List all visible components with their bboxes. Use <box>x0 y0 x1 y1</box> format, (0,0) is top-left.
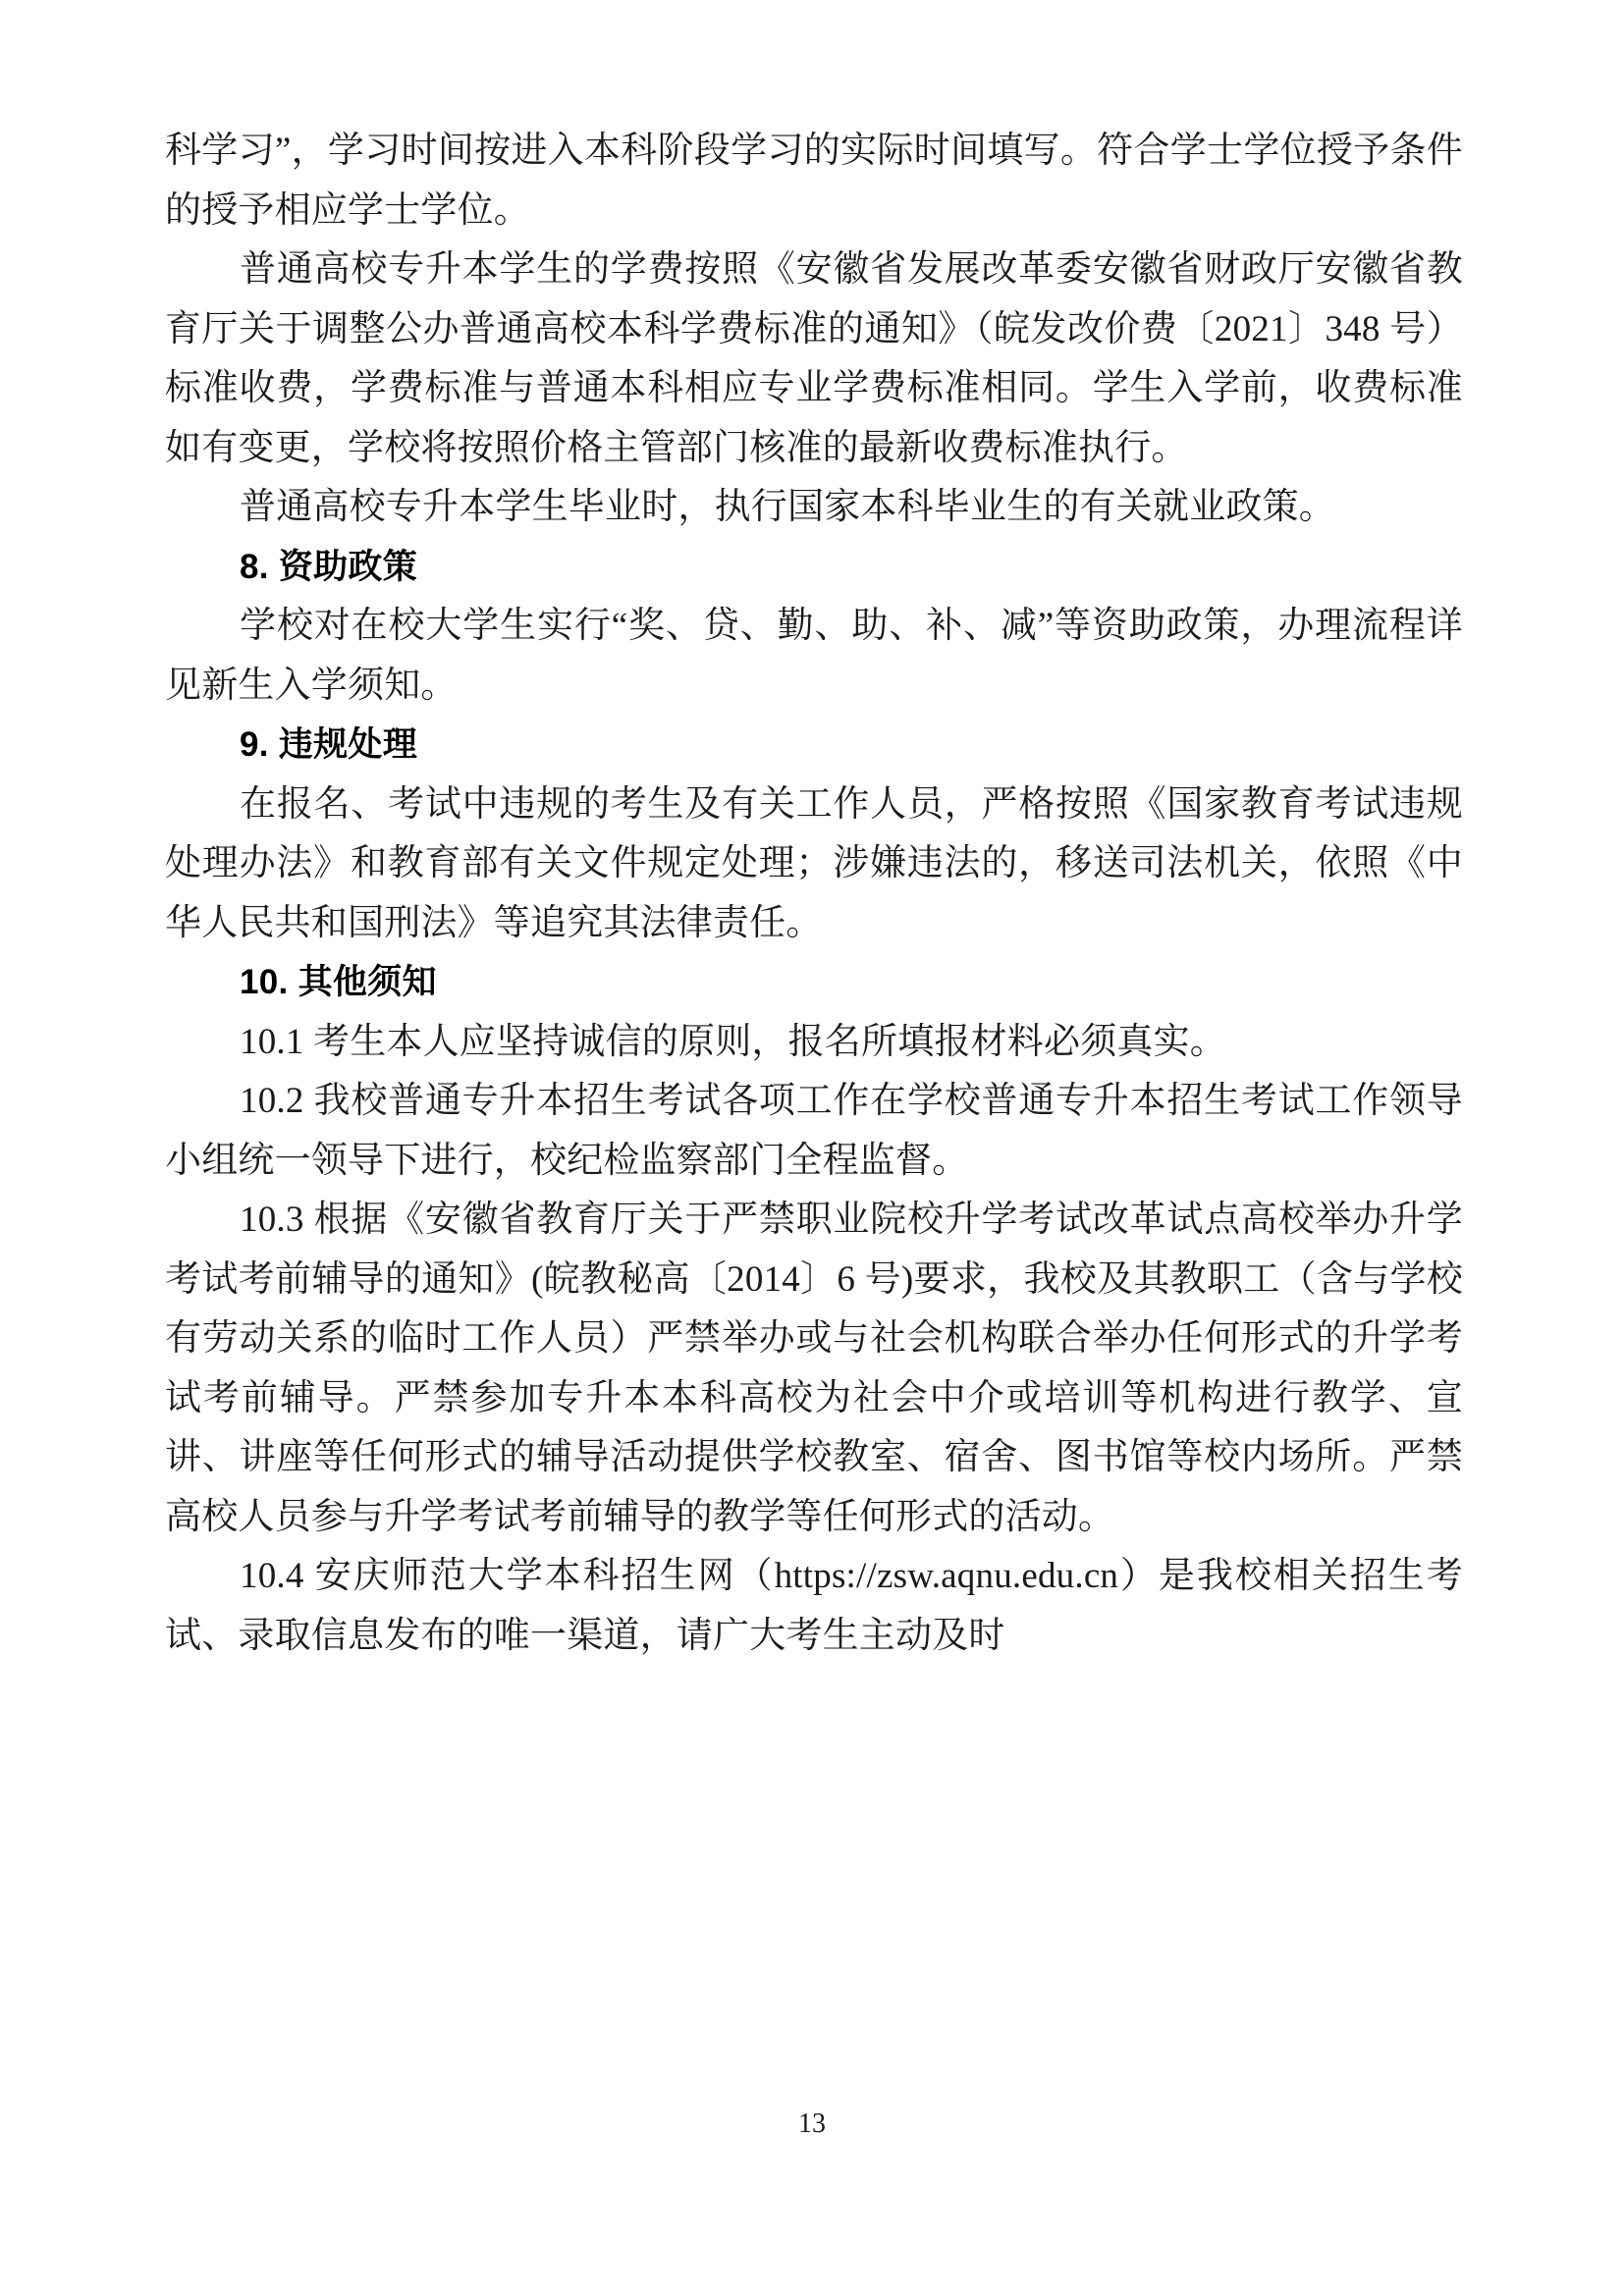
page-number: 13 <box>798 2109 826 2139</box>
paragraph-10-4-official-website: 10.4 安庆师范大学本科招生网（https://zsw.aqnu.edu.cn）是我校相关招生考试、录取信息发布的唯一渠道，请广大考生主动及时 <box>165 1556 1463 1656</box>
paragraph-continuation: 科学习”，学习时间按进入本科阶段学习的实际时间填写。符合学士学位授予条件的授予相应学士学位。 <box>165 131 1463 231</box>
section-heading-8-financial-aid: 8. 资助政策 <box>240 547 418 586</box>
page-content <box>165 122 1463 1666</box>
paragraph-violation-handling-detail: 在报名、考试中违规的考生及有关工作人员，严格按照《国家教育考试违规处理办法》和教育部有关文件规定处理；涉嫌违法的，移送司法机关，依照《中华人民共和国刑法》等追究其法律责任。 <box>165 783 1463 943</box>
paragraph-10-2-supervision: 10.2 我校普通专升本招生考试各项工作在学校普通专升本招生考试工作领导小组统一领导下进行，校纪检监察部门全程监督。 <box>165 1081 1463 1181</box>
paragraph-10-1-integrity: 10.1 考生本人应坚持诚信的原则，报名所填报材料必须真实。 <box>240 1021 1226 1062</box>
paragraph-financial-aid-detail: 学校对在校大学生实行“奖、贷、勤、助、补、减”等资助政策，办理流程详见新生入学须知。 <box>165 606 1463 706</box>
paragraph-tuition-policy: 普通高校专升本学生的学费按照《安徽省发展改革委安徽省财政厅安徽省教育厅关于调整公办普通高校本科学费标准的通知》（皖发改价费〔2021〕348 号）标准收费，学费标准与普通本科相应专业学费标准相同。学生入学前，收费标准如有变更，学校将按照价格主管部门核准的最新收费标准执行。 <box>165 249 1463 468</box>
paragraph-employment-policy: 普通高校专升本学生毕业时，执行国家本科毕业生的有关就业政策。 <box>240 487 1335 527</box>
paragraph-10-3-tutoring-ban: 10.3 根据《安徽省教育厅关于严禁职业院校升学考试改革试点高校举办升学考试考前辅导的通知》(皖教秘高〔2014〕6 号)要求，我校及其教职工（含与学校有劳动关系的临时工作人员）严禁举办或与社会机构联合举办任何形式的升学考试考前辅导。严禁参加专升本本科高校为社会中介或培训等机构进行教学、宣讲、讲座等任何形式的辅导活动提供学校教室、宿舍、图书馆等校内场所。严禁高校人员参与升学考试考前辅导的教学等任何形式的活动。 <box>165 1200 1463 1537</box>
section-heading-10-other-notices: 10. 其他须知 <box>240 963 437 1001</box>
section-heading-9-violation-handling: 9. 违规处理 <box>240 725 418 764</box>
